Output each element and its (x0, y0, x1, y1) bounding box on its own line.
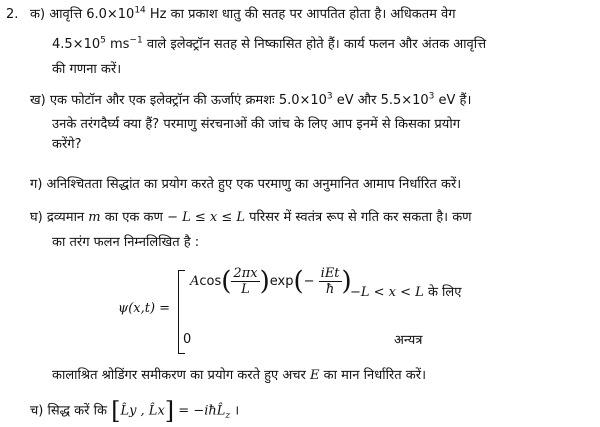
case-2-value: 0 (183, 332, 192, 347)
part-b-label: ख) (30, 93, 46, 108)
part-d-line-2: का तरंग फलन निम्नलिखित है : (52, 235, 200, 250)
case-2-condition: अन्यत्र (394, 333, 423, 348)
case-1-expression: Acos( $\frac{2\pi x}{L}$ )exp(− $\frac{\text{iEt}}{ħ}$ ) (190, 266, 352, 297)
case-1-condition: −L < x < L के लिए (350, 285, 462, 300)
part-b-line-2: उनके तरंगदैर्घ्य क्या हैं? परमाणु संरचनाओं की जांच के लिए आप इनमें से किसका प्रयोग (52, 117, 461, 132)
part-d-line-1: घ) द्रव्यमान m का एक कण − L ≤ x ≤ L परिसर में स्वतंत्र रूप से गति कर सकता है। कण (30, 210, 472, 225)
question-number: 2. (6, 7, 19, 22)
commutator: L̂y , L̂x (120, 403, 165, 419)
part-c-line: ग) अनिश्चितता सिद्धांत का प्रयोग करते हुए एक परमाणु का अनुमानित आमाप निर्धारित करें। (30, 177, 462, 192)
part-b-line-3: करेंगे? (52, 137, 82, 152)
part-a-line-1: क) आवृत्ति $6.0\times 10^{14}$ Hz का प्रकाश धातु की सतह पर आपतित होता है। अधिकतम वेग (30, 5, 456, 22)
frac-iEt-over-hbar: $\frac{\text{iEt}}{ħ}$ (320, 266, 340, 297)
frac-2pix-over-L: $\frac{2\pi x}{L}$ (233, 266, 258, 297)
part-d-line-3: कालाश्रित श्रोडिंगर समीकरण का प्रयोग करते हुए अचर E का मान निर्धारित करें। (52, 368, 427, 383)
part-a-line-2: $4.5\times 10^5$ $ms^{-1}$ वाले इलेक्ट्रॉन सतह से निष्कासित होते हैं। कार्य फलन और अंतक आवृत्ति (52, 35, 487, 52)
part-a-label: क) (30, 7, 46, 22)
part-d-label: घ) (30, 210, 43, 225)
part-c-label: ग) (30, 177, 43, 192)
part-e-line: च) सिद्ध करें कि [L̂y , L̂x] = $-iħL̂_z$ । (30, 397, 240, 425)
part-a-line-3: की गणना करें। (52, 62, 122, 77)
psi-lhs: ψ(x,t) = (118, 301, 171, 316)
part-e-label: च) (30, 403, 44, 419)
part-b-line-1: ख) एक फोटॉन और एक इलेक्ट्रॉन की ऊर्जाएं क्रमशः $5.0\times 10^3$ eV और $5.5\times 10^3$ eV हैं। (30, 91, 472, 108)
